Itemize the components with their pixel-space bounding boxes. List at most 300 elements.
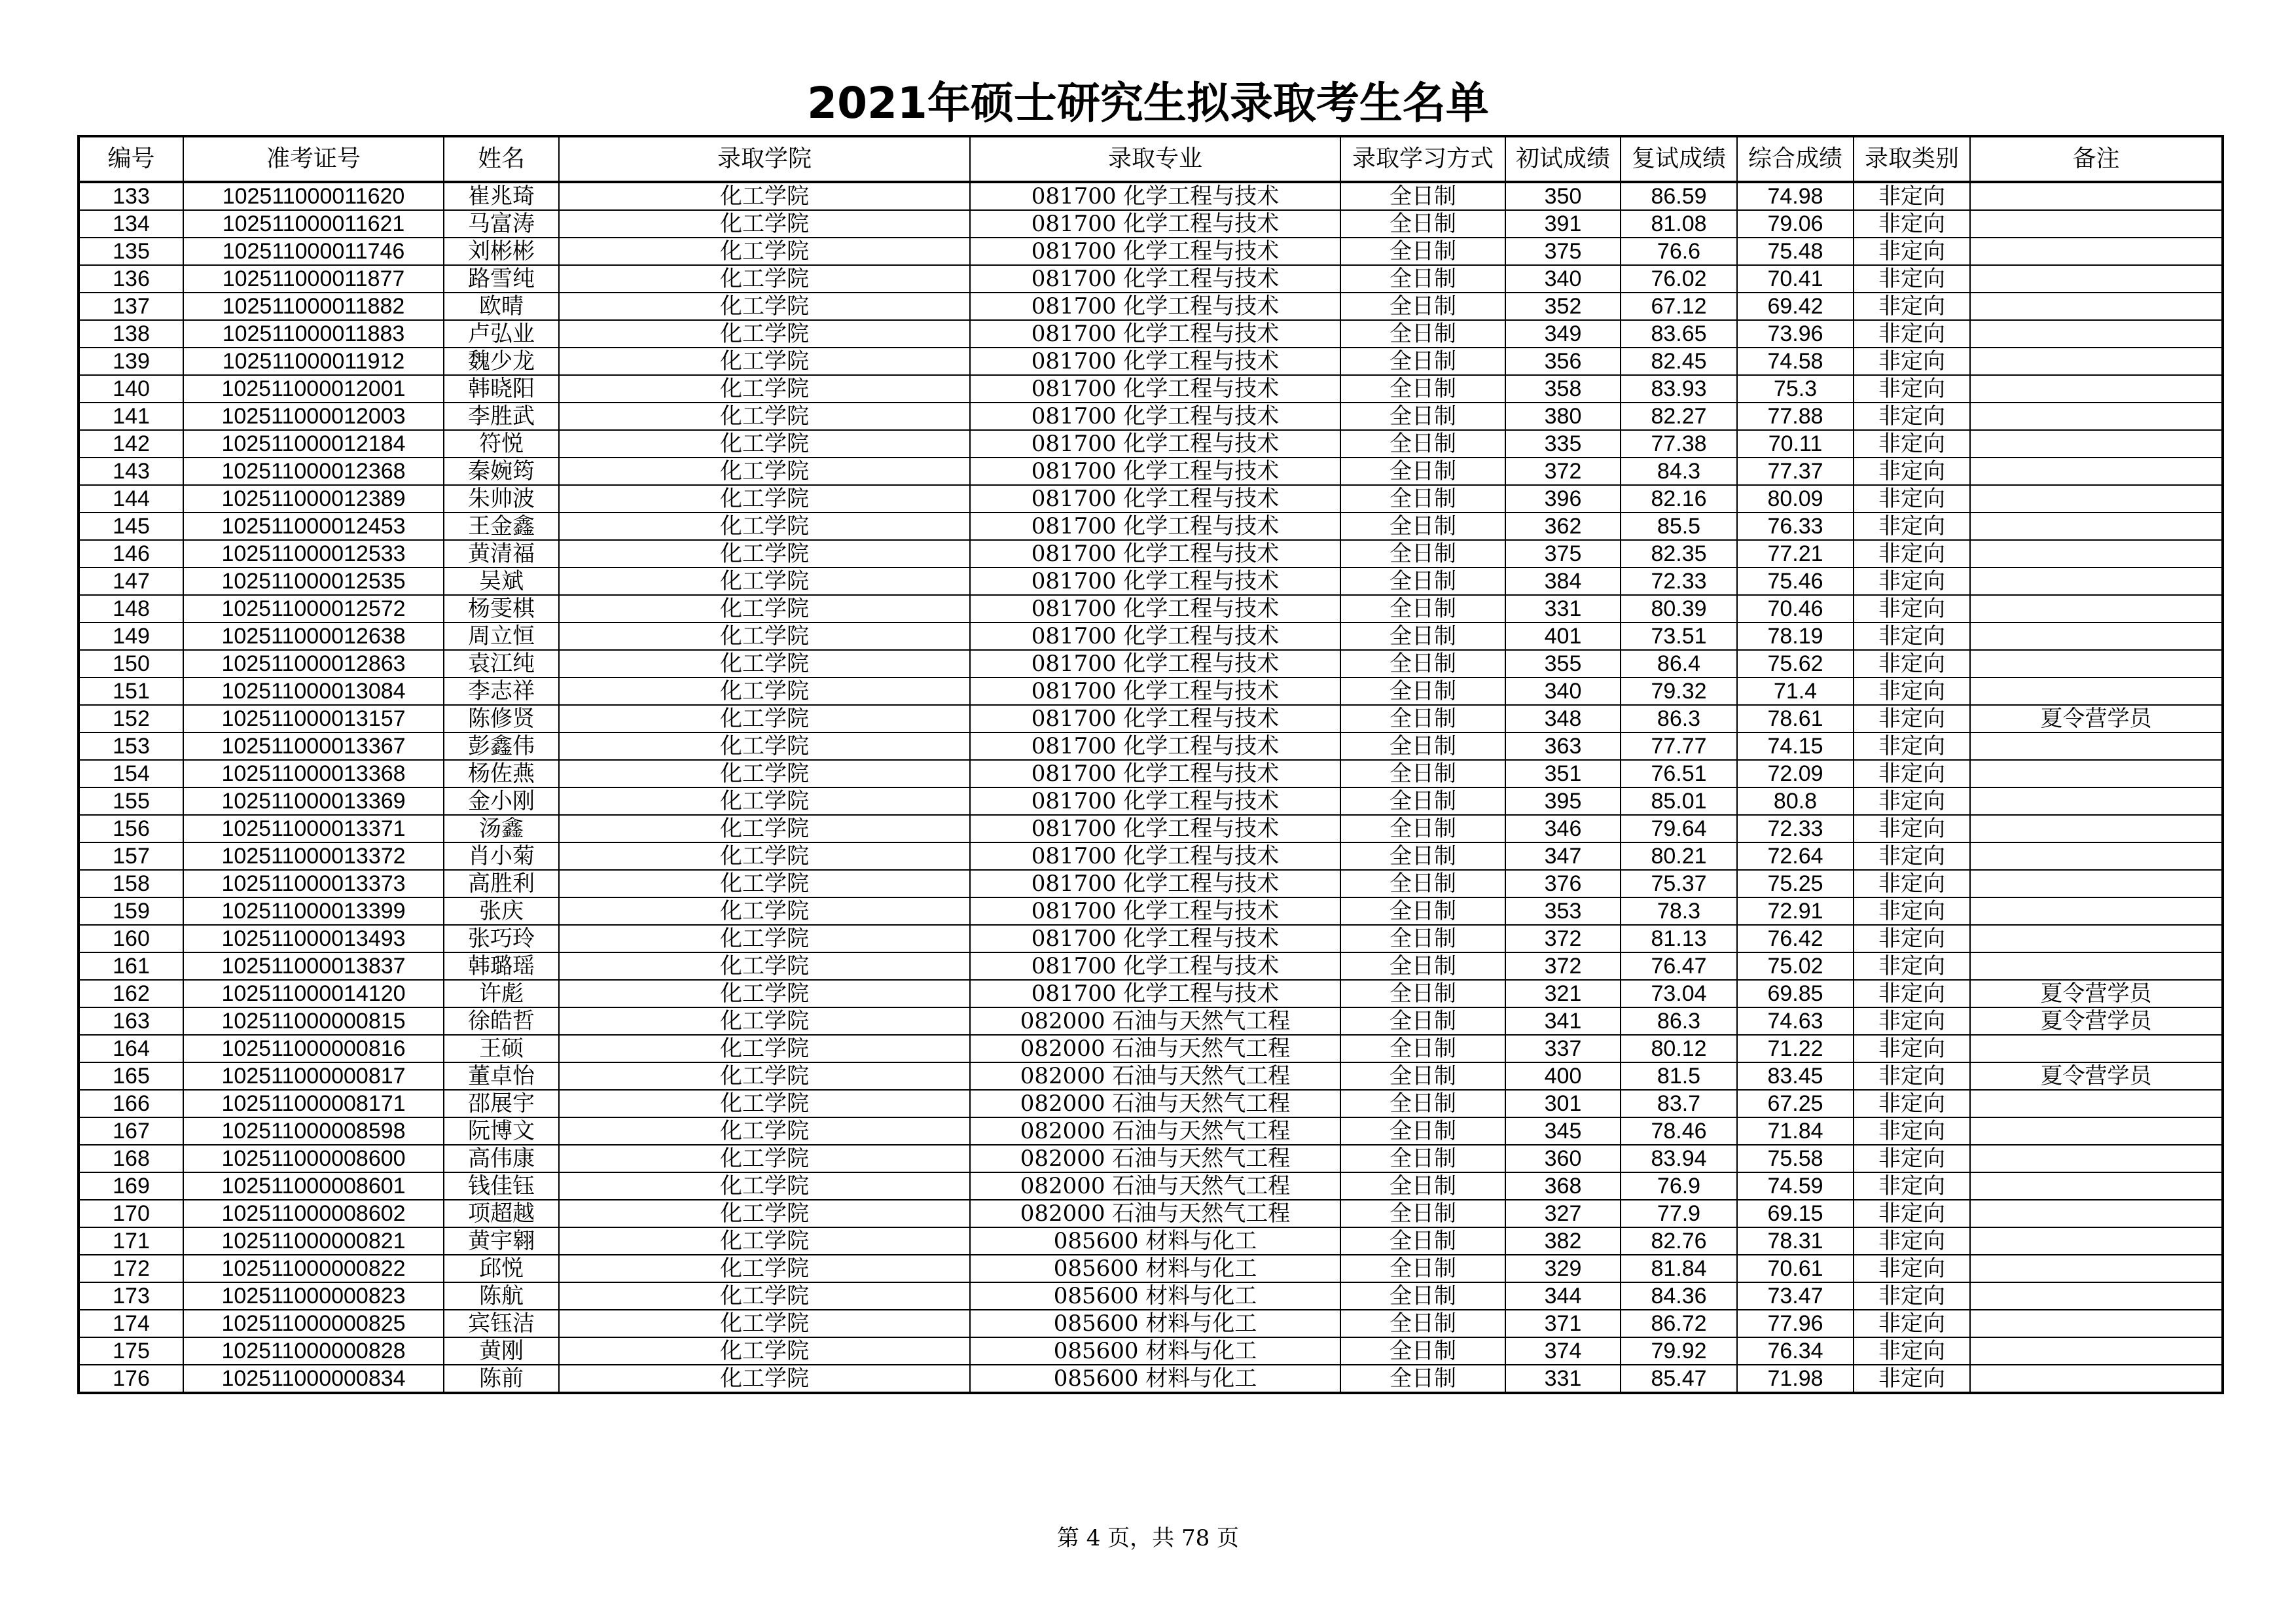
table-body	[79, 182, 2223, 1393]
cell-major: 081700 化学工程与技术	[970, 568, 1340, 595]
cell-college: 化工学院	[559, 1255, 970, 1282]
cell-total-score: 80.09	[1737, 485, 1854, 513]
cell-initial-score: 360	[1505, 1145, 1621, 1172]
cell-category: 非定向	[1854, 650, 1970, 677]
cell-retest-score: 73.51	[1621, 623, 1737, 650]
cell-college: 化工学院	[559, 677, 970, 705]
table-row	[79, 760, 2223, 787]
table-row	[79, 1035, 2223, 1062]
cell-number: 149	[79, 623, 183, 650]
cell-college: 化工学院	[559, 210, 970, 238]
cell-total-score: 78.31	[1737, 1227, 1854, 1255]
cell-number: 143	[79, 458, 183, 485]
cell-total-score: 76.33	[1737, 513, 1854, 540]
cell-exam-id: 102511000008598	[183, 1117, 444, 1145]
cell-study-mode: 全日制	[1340, 1145, 1505, 1172]
cell-retest-score: 81.84	[1621, 1255, 1737, 1282]
cell-number: 150	[79, 650, 183, 677]
cell-number: 133	[79, 182, 183, 210]
cell-exam-id: 102511000000816	[183, 1035, 444, 1062]
cell-name: 袁江纯	[444, 650, 559, 677]
cell-total-score: 74.59	[1737, 1172, 1854, 1200]
cell-exam-id: 102511000012003	[183, 403, 444, 430]
cell-name: 韩晓阳	[444, 375, 559, 403]
cell-exam-id: 102511000008601	[183, 1172, 444, 1200]
cell-initial-score: 358	[1505, 375, 1621, 403]
cell-remarks	[1970, 925, 2223, 952]
cell-category: 非定向	[1854, 925, 1970, 952]
cell-major: 081700 化学工程与技术	[970, 842, 1340, 870]
cell-name: 路雪纯	[444, 265, 559, 293]
cell-initial-score: 372	[1505, 952, 1621, 980]
cell-college: 化工学院	[559, 182, 970, 210]
cell-initial-score: 345	[1505, 1117, 1621, 1145]
cell-total-score: 67.25	[1737, 1090, 1854, 1117]
cell-study-mode: 全日制	[1340, 1337, 1505, 1365]
cell-total-score: 69.85	[1737, 980, 1854, 1007]
cell-major: 081700 化学工程与技术	[970, 677, 1340, 705]
cell-study-mode: 全日制	[1340, 1365, 1505, 1393]
cell-study-mode: 全日制	[1340, 925, 1505, 952]
cell-category: 非定向	[1854, 348, 1970, 375]
table-row	[79, 842, 2223, 870]
cell-total-score: 74.98	[1737, 182, 1854, 210]
cell-category: 非定向	[1854, 732, 1970, 760]
header-col-retest-score: 复试成绩	[1621, 136, 1737, 182]
cell-study-mode: 全日制	[1340, 980, 1505, 1007]
cell-category: 非定向	[1854, 485, 1970, 513]
cell-exam-id: 102511000011877	[183, 265, 444, 293]
table-header-row	[79, 136, 2223, 182]
cell-name: 杨佐燕	[444, 760, 559, 787]
cell-college: 化工学院	[559, 623, 970, 650]
cell-remarks	[1970, 210, 2223, 238]
cell-exam-id: 102511000012184	[183, 430, 444, 458]
cell-college: 化工学院	[559, 1227, 970, 1255]
cell-exam-id: 102511000011883	[183, 320, 444, 348]
cell-number: 152	[79, 705, 183, 732]
cell-college: 化工学院	[559, 1035, 970, 1062]
cell-category: 非定向	[1854, 375, 1970, 403]
cell-college: 化工学院	[559, 842, 970, 870]
cell-study-mode: 全日制	[1340, 595, 1505, 623]
header-col-college: 录取学院	[559, 136, 970, 182]
table-row	[79, 375, 2223, 403]
cell-major: 081700 化学工程与技术	[970, 760, 1340, 787]
cell-remarks	[1970, 403, 2223, 430]
cell-exam-id: 102511000011621	[183, 210, 444, 238]
cell-name: 彭鑫伟	[444, 732, 559, 760]
cell-category: 非定向	[1854, 1117, 1970, 1145]
cell-initial-score: 400	[1505, 1062, 1621, 1090]
cell-name: 金小刚	[444, 787, 559, 815]
cell-retest-score: 82.35	[1621, 540, 1737, 568]
table-row	[79, 1117, 2223, 1145]
cell-college: 化工学院	[559, 265, 970, 293]
cell-exam-id: 102511000012638	[183, 623, 444, 650]
cell-name: 阮博文	[444, 1117, 559, 1145]
cell-major: 081700 化学工程与技术	[970, 293, 1340, 320]
cell-category: 非定向	[1854, 182, 1970, 210]
cell-exam-id: 102511000013371	[183, 815, 444, 842]
cell-retest-score: 83.94	[1621, 1145, 1737, 1172]
cell-remarks	[1970, 842, 2223, 870]
cell-number: 139	[79, 348, 183, 375]
cell-study-mode: 全日制	[1340, 1282, 1505, 1310]
cell-name: 韩璐瑶	[444, 952, 559, 980]
cell-total-score: 73.47	[1737, 1282, 1854, 1310]
cell-remarks	[1970, 623, 2223, 650]
cell-study-mode: 全日制	[1340, 787, 1505, 815]
cell-study-mode: 全日制	[1340, 842, 1505, 870]
cell-major: 081700 化学工程与技术	[970, 650, 1340, 677]
cell-study-mode: 全日制	[1340, 1172, 1505, 1200]
cell-remarks	[1970, 265, 2223, 293]
cell-number: 169	[79, 1172, 183, 1200]
table-row	[79, 787, 2223, 815]
cell-major: 082000 石油与天然气工程	[970, 1145, 1340, 1172]
cell-college: 化工学院	[559, 568, 970, 595]
cell-major: 081700 化学工程与技术	[970, 458, 1340, 485]
table-row	[79, 705, 2223, 732]
cell-exam-id: 102511000014120	[183, 980, 444, 1007]
table-row	[79, 815, 2223, 842]
cell-exam-id: 102511000012533	[183, 540, 444, 568]
table-row	[79, 403, 2223, 430]
cell-exam-id: 102511000011746	[183, 238, 444, 265]
cell-study-mode: 全日制	[1340, 265, 1505, 293]
cell-total-score: 74.58	[1737, 348, 1854, 375]
cell-major: 081700 化学工程与技术	[970, 705, 1340, 732]
cell-study-mode: 全日制	[1340, 1062, 1505, 1090]
cell-retest-score: 82.16	[1621, 485, 1737, 513]
table-row	[79, 1227, 2223, 1255]
cell-remarks	[1970, 760, 2223, 787]
table-row	[79, 430, 2223, 458]
table-row	[79, 952, 2223, 980]
cell-category: 非定向	[1854, 787, 1970, 815]
cell-total-score: 72.64	[1737, 842, 1854, 870]
cell-initial-score: 395	[1505, 787, 1621, 815]
cell-category: 非定向	[1854, 623, 1970, 650]
cell-remarks	[1970, 485, 2223, 513]
cell-retest-score: 78.46	[1621, 1117, 1737, 1145]
cell-category: 非定向	[1854, 1090, 1970, 1117]
cell-retest-score: 76.6	[1621, 238, 1737, 265]
cell-retest-score: 81.13	[1621, 925, 1737, 952]
cell-category: 非定向	[1854, 1365, 1970, 1393]
cell-total-score: 72.09	[1737, 760, 1854, 787]
cell-remarks: 夏令营学员	[1970, 980, 2223, 1007]
header-col-study-mode: 录取学习方式	[1340, 136, 1505, 182]
cell-total-score: 74.63	[1737, 1007, 1854, 1035]
cell-remarks	[1970, 897, 2223, 925]
table-row	[79, 980, 2223, 1007]
cell-total-score: 77.37	[1737, 458, 1854, 485]
cell-name: 符悦	[444, 430, 559, 458]
cell-category: 非定向	[1854, 897, 1970, 925]
cell-total-score: 80.8	[1737, 787, 1854, 815]
cell-remarks	[1970, 787, 2223, 815]
cell-remarks	[1970, 430, 2223, 458]
cell-number: 158	[79, 870, 183, 897]
cell-major: 082000 石油与天然气工程	[970, 1035, 1340, 1062]
cell-initial-score: 368	[1505, 1172, 1621, 1200]
cell-number: 135	[79, 238, 183, 265]
cell-category: 非定向	[1854, 1145, 1970, 1172]
cell-name: 邵展宇	[444, 1090, 559, 1117]
cell-remarks	[1970, 1090, 2223, 1117]
cell-total-score: 75.25	[1737, 870, 1854, 897]
cell-category: 非定向	[1854, 677, 1970, 705]
cell-study-mode: 全日制	[1340, 1090, 1505, 1117]
cell-total-score: 70.61	[1737, 1255, 1854, 1282]
cell-remarks	[1970, 595, 2223, 623]
cell-study-mode: 全日制	[1340, 458, 1505, 485]
cell-initial-score: 337	[1505, 1035, 1621, 1062]
table-row	[79, 870, 2223, 897]
cell-category: 非定向	[1854, 595, 1970, 623]
cell-number: 138	[79, 320, 183, 348]
cell-name: 朱帅波	[444, 485, 559, 513]
cell-study-mode: 全日制	[1340, 1035, 1505, 1062]
table-row	[79, 925, 2223, 952]
cell-retest-score: 77.77	[1621, 732, 1737, 760]
cell-name: 张庆	[444, 897, 559, 925]
cell-total-score: 75.62	[1737, 650, 1854, 677]
cell-study-mode: 全日制	[1340, 540, 1505, 568]
cell-name: 李胜武	[444, 403, 559, 430]
cell-number: 162	[79, 980, 183, 1007]
cell-college: 化工学院	[559, 320, 970, 348]
cell-college: 化工学院	[559, 760, 970, 787]
cell-category: 非定向	[1854, 952, 1970, 980]
header-col-number: 编号	[79, 136, 183, 182]
cell-retest-score: 85.5	[1621, 513, 1737, 540]
cell-name: 邱悦	[444, 1255, 559, 1282]
cell-name: 陈修贤	[444, 705, 559, 732]
table-row	[79, 1145, 2223, 1172]
cell-study-mode: 全日制	[1340, 870, 1505, 897]
table-row	[79, 1310, 2223, 1337]
table-row	[79, 568, 2223, 595]
cell-total-score: 83.45	[1737, 1062, 1854, 1090]
table-row	[79, 1255, 2223, 1282]
cell-major: 081700 化学工程与技术	[970, 430, 1340, 458]
cell-total-score: 75.48	[1737, 238, 1854, 265]
cell-exam-id: 102511000008171	[183, 1090, 444, 1117]
cell-number: 144	[79, 485, 183, 513]
cell-name: 吴斌	[444, 568, 559, 595]
cell-retest-score: 81.5	[1621, 1062, 1737, 1090]
cell-retest-score: 77.9	[1621, 1200, 1737, 1227]
cell-remarks	[1970, 320, 2223, 348]
cell-major: 081700 化学工程与技术	[970, 870, 1340, 897]
cell-initial-score: 347	[1505, 842, 1621, 870]
cell-major: 081700 化学工程与技术	[970, 485, 1340, 513]
cell-category: 非定向	[1854, 403, 1970, 430]
cell-name: 钱佳钰	[444, 1172, 559, 1200]
cell-major: 081700 化学工程与技术	[970, 540, 1340, 568]
cell-name: 马富涛	[444, 210, 559, 238]
cell-exam-id: 102511000013367	[183, 732, 444, 760]
cell-exam-id: 102511000000815	[183, 1007, 444, 1035]
cell-exam-id: 102511000012368	[183, 458, 444, 485]
header-col-exam-id: 准考证号	[183, 136, 444, 182]
cell-study-mode: 全日制	[1340, 732, 1505, 760]
cell-category: 非定向	[1854, 430, 1970, 458]
cell-number: 142	[79, 430, 183, 458]
cell-retest-score: 73.04	[1621, 980, 1737, 1007]
cell-major: 081700 化学工程与技术	[970, 595, 1340, 623]
cell-retest-score: 77.38	[1621, 430, 1737, 458]
cell-total-score: 77.96	[1737, 1310, 1854, 1337]
cell-study-mode: 全日制	[1340, 513, 1505, 540]
cell-name: 魏少龙	[444, 348, 559, 375]
cell-major: 085600 材料与化工	[970, 1255, 1340, 1282]
cell-name: 黄宇翱	[444, 1227, 559, 1255]
cell-total-score: 78.19	[1737, 623, 1854, 650]
cell-total-score: 75.02	[1737, 952, 1854, 980]
cell-remarks	[1970, 513, 2223, 540]
cell-college: 化工学院	[559, 870, 970, 897]
cell-number: 175	[79, 1337, 183, 1365]
cell-remarks	[1970, 1117, 2223, 1145]
cell-exam-id: 102511000013837	[183, 952, 444, 980]
cell-major: 081700 化学工程与技术	[970, 787, 1340, 815]
cell-category: 非定向	[1854, 1200, 1970, 1227]
table-row	[79, 458, 2223, 485]
cell-name: 肖小菊	[444, 842, 559, 870]
cell-name: 许彪	[444, 980, 559, 1007]
cell-name: 宾钰洁	[444, 1310, 559, 1337]
cell-study-mode: 全日制	[1340, 705, 1505, 732]
cell-number: 166	[79, 1090, 183, 1117]
cell-study-mode: 全日制	[1340, 430, 1505, 458]
page-footer: 第 4 页，共 78 页	[1056, 1525, 1240, 1551]
cell-name: 刘彬彬	[444, 238, 559, 265]
cell-initial-score: 356	[1505, 348, 1621, 375]
cell-category: 非定向	[1854, 1035, 1970, 1062]
page-title: 2021年硕士研究生拟录取考生名单	[807, 78, 1489, 128]
cell-name: 高胜利	[444, 870, 559, 897]
cell-initial-score: 340	[1505, 677, 1621, 705]
cell-major: 085600 材料与化工	[970, 1227, 1340, 1255]
cell-study-mode: 全日制	[1340, 677, 1505, 705]
cell-initial-score: 331	[1505, 595, 1621, 623]
cell-total-score: 71.4	[1737, 677, 1854, 705]
cell-retest-score: 75.37	[1621, 870, 1737, 897]
cell-number: 154	[79, 760, 183, 787]
cell-retest-score: 82.76	[1621, 1227, 1737, 1255]
cell-number: 147	[79, 568, 183, 595]
cell-total-score: 79.06	[1737, 210, 1854, 238]
cell-exam-id: 102511000013157	[183, 705, 444, 732]
cell-initial-score: 375	[1505, 238, 1621, 265]
cell-retest-score: 86.4	[1621, 650, 1737, 677]
cell-major: 081700 化学工程与技术	[970, 815, 1340, 842]
cell-remarks	[1970, 952, 2223, 980]
cell-exam-id: 102511000012001	[183, 375, 444, 403]
cell-remarks	[1970, 238, 2223, 265]
table-row	[79, 1200, 2223, 1227]
cell-initial-score: 372	[1505, 458, 1621, 485]
cell-initial-score: 396	[1505, 485, 1621, 513]
admission-table	[77, 135, 2224, 1394]
cell-remarks	[1970, 293, 2223, 320]
cell-number: 173	[79, 1282, 183, 1310]
table-row	[79, 732, 2223, 760]
cell-college: 化工学院	[559, 595, 970, 623]
cell-number: 165	[79, 1062, 183, 1090]
cell-major: 081700 化学工程与技术	[970, 980, 1340, 1007]
cell-name: 高伟康	[444, 1145, 559, 1172]
cell-initial-score: 331	[1505, 1365, 1621, 1393]
table-row	[79, 1007, 2223, 1035]
table-row	[79, 485, 2223, 513]
cell-college: 化工学院	[559, 238, 970, 265]
cell-total-score: 75.46	[1737, 568, 1854, 595]
header-col-category: 录取类别	[1854, 136, 1970, 182]
table-row	[79, 238, 2223, 265]
table-row	[79, 348, 2223, 375]
cell-initial-score: 351	[1505, 760, 1621, 787]
cell-total-score: 69.15	[1737, 1200, 1854, 1227]
cell-remarks	[1970, 182, 2223, 210]
cell-college: 化工学院	[559, 1007, 970, 1035]
cell-exam-id: 102511000012572	[183, 595, 444, 623]
cell-total-score: 72.33	[1737, 815, 1854, 842]
table-row	[79, 265, 2223, 293]
cell-exam-id: 102511000013493	[183, 925, 444, 952]
cell-exam-id: 102511000012453	[183, 513, 444, 540]
header-col-initial-score: 初试成绩	[1505, 136, 1621, 182]
cell-retest-score: 82.27	[1621, 403, 1737, 430]
cell-study-mode: 全日制	[1340, 348, 1505, 375]
cell-retest-score: 84.36	[1621, 1282, 1737, 1310]
cell-initial-score: 376	[1505, 870, 1621, 897]
cell-major: 082000 石油与天然气工程	[970, 1200, 1340, 1227]
cell-exam-id: 102511000012389	[183, 485, 444, 513]
cell-initial-score: 391	[1505, 210, 1621, 238]
cell-total-score: 77.88	[1737, 403, 1854, 430]
cell-exam-id: 102511000008602	[183, 1200, 444, 1227]
cell-study-mode: 全日制	[1340, 623, 1505, 650]
table-row	[79, 1090, 2223, 1117]
cell-number: 153	[79, 732, 183, 760]
cell-initial-score: 335	[1505, 430, 1621, 458]
cell-study-mode: 全日制	[1340, 1117, 1505, 1145]
table-row	[79, 182, 2223, 210]
header-col-total-score: 综合成绩	[1737, 136, 1854, 182]
cell-college: 化工学院	[559, 787, 970, 815]
cell-remarks	[1970, 1172, 2223, 1200]
cell-total-score: 77.21	[1737, 540, 1854, 568]
cell-initial-score: 340	[1505, 265, 1621, 293]
cell-study-mode: 全日制	[1340, 1255, 1505, 1282]
cell-initial-score: 371	[1505, 1310, 1621, 1337]
cell-major: 082000 石油与天然气工程	[970, 1090, 1340, 1117]
cell-name: 汤鑫	[444, 815, 559, 842]
cell-exam-id: 102511000013369	[183, 787, 444, 815]
cell-number: 159	[79, 897, 183, 925]
cell-number: 171	[79, 1227, 183, 1255]
table-row	[79, 1365, 2223, 1393]
cell-name: 崔兆琦	[444, 182, 559, 210]
cell-number: 176	[79, 1365, 183, 1393]
cell-college: 化工学院	[559, 458, 970, 485]
cell-remarks	[1970, 870, 2223, 897]
